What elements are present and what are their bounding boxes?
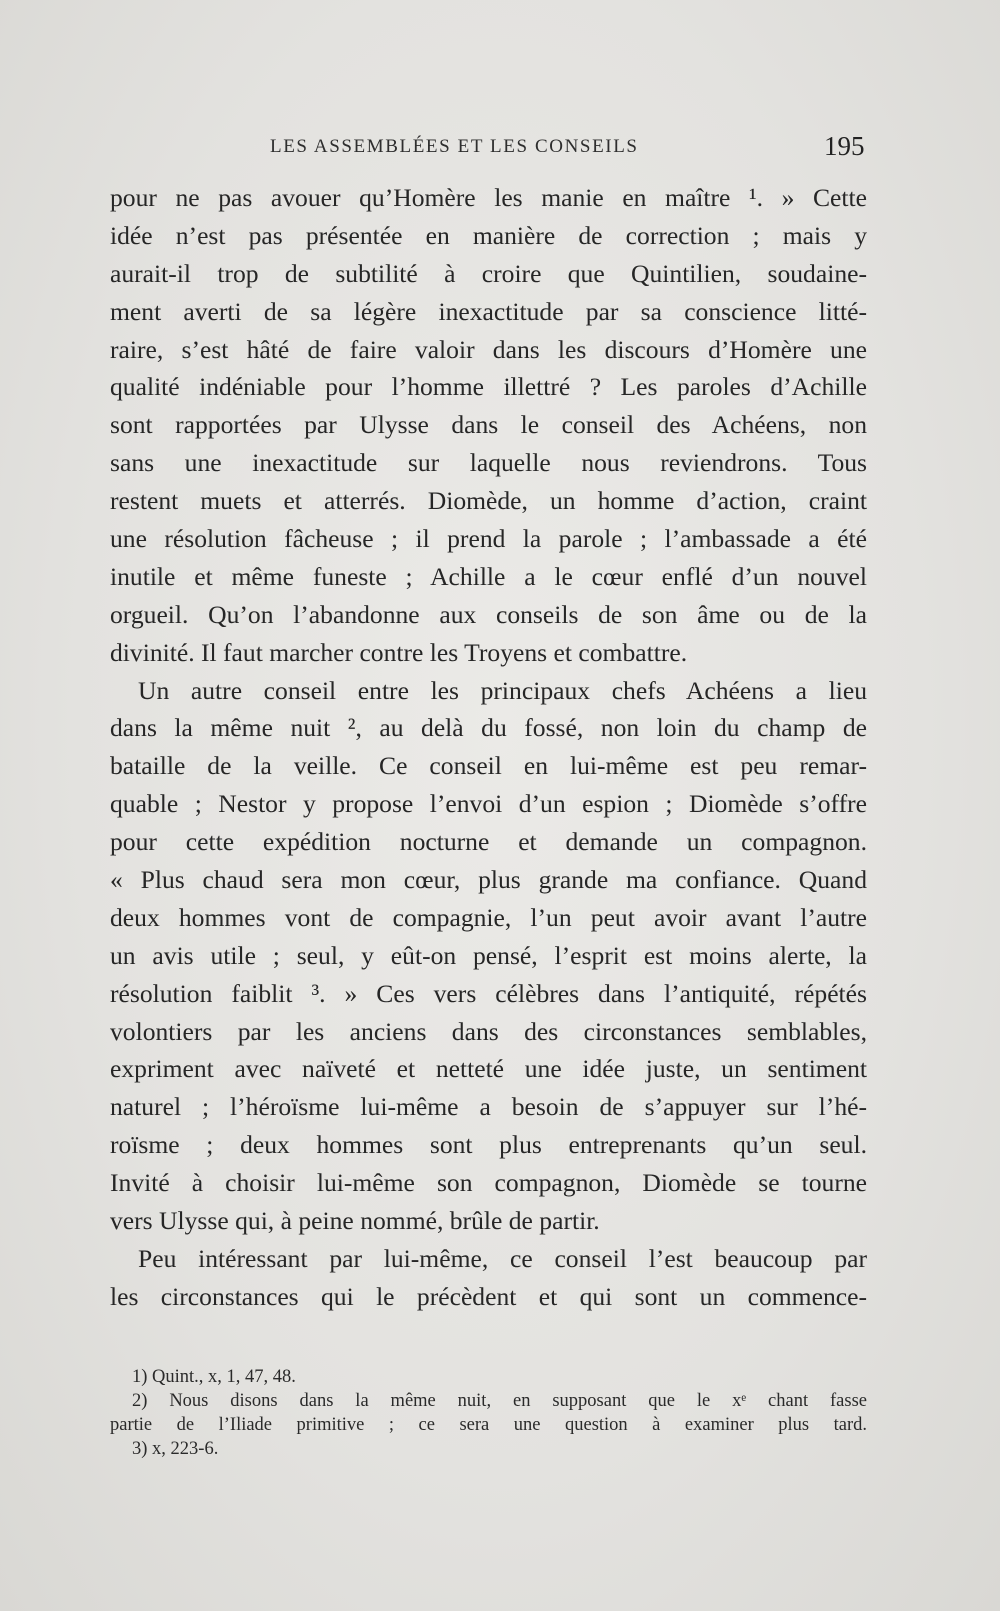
text-line: volontiers par les anciens dans des circonstances semblables, [110, 1016, 867, 1046]
running-title: LES ASSEMBLÉES ET LES CONSEILS [270, 136, 639, 157]
text-line: deux hommes vont de compagnie, l’un peut avoir avant l’autre [110, 902, 867, 932]
footnote-2: 2) Nous disons dans la même nuit, en supposant que le xᵉ chant fasse [132, 1391, 867, 1411]
text-line: orgueil. Qu’on l’abandonne aux conseils de son âme ou de la [110, 599, 867, 629]
text-line: idée n’est pas présentée en manière de correction ; mais y [110, 220, 867, 250]
text-line: ment averti de sa légère inexactitude par sa conscience litté- [110, 296, 867, 326]
text-line: sans une inexactitude sur laquelle nous reviendrons. Tous [110, 448, 867, 478]
text-line: dans la même nuit ², au delà du fossé, non loin du champ de [110, 713, 867, 743]
text-line: pour cette expédition nocturne et demande un compagnon. [110, 827, 867, 857]
text-line: un avis utile ; seul, y eût-on pensé, l’esprit est moins alerte, la [110, 940, 867, 970]
text-line: « Plus chaud sera mon cœur, plus grande ma confiance. Quand [110, 865, 867, 895]
text-line: Invité à choisir lui-même son compagnon, Diomède se tourne [110, 1168, 867, 1198]
footnote-1: 1) Quint., x, 1, 47, 48. [132, 1367, 296, 1387]
page-number: 195 [824, 131, 865, 161]
text-line: Un autre conseil entre les principaux chefs Achéens a lieu [138, 675, 867, 705]
text-line: raire, s’est hâté de faire valoir dans les discours d’Homère une [110, 334, 867, 364]
footnote-2-continued: partie de l’Iliade primitive ; ce sera une question à examiner plus tard. [110, 1415, 867, 1435]
footnotes [110, 1365, 867, 1461]
text-line: les circonstances qui le précèdent et qui sont un commence- [110, 1281, 867, 1311]
text-line: bataille de la veille. Ce conseil en lui-même est peu remar- [110, 751, 867, 781]
text-line: pour ne pas avouer qu’Homère les manie en maître ¹. » Cette [110, 183, 867, 212]
text-line: une résolution fâcheuse ; il prend la parole ; l’ambassade a été [110, 524, 867, 554]
text-line: restent muets et atterrés. Diomède, un homme d’action, craint [110, 486, 867, 516]
text-line: naturel ; l’héroïsme lui-même a besoin de s’appuyer sur l’hé- [110, 1092, 867, 1122]
text-line: résolution faiblit ³. » Ces vers célèbres dans l’antiquité, répétés [110, 978, 867, 1008]
text-line: sont rapportées par Ulysse dans le conseil des Achéens, non [110, 410, 867, 440]
text-line: inutile et même funeste ; Achille a le cœur enflé d’un nouvel [110, 561, 867, 591]
text-line: expriment avec naïveté et netteté une idée juste, un sentiment [110, 1054, 867, 1084]
text-line: divinité. Il faut marcher contre les Troyens et combattre. [110, 637, 688, 667]
text-line: vers Ulysse qui, à peine nommé, brûle de partir. [110, 1206, 600, 1236]
text-line: quable ; Nestor y propose l’envoi d’un espion ; Diomède s’offre [110, 789, 867, 819]
text-line: roïsme ; deux hommes sont plus entreprenants qu’un seul. [110, 1130, 867, 1160]
text-line: qualité indéniable pour l’homme illettré ? Les paroles d’Achille [110, 372, 867, 402]
text-line: Peu intéressant par lui-même, ce conseil l’est beaucoup par [138, 1243, 867, 1273]
text-line: aurait-il trop de subtilité à croire que Quintilien, soudaine- [110, 258, 867, 288]
body-text [110, 179, 867, 1316]
footnote-3: 3) x, 223-6. [132, 1439, 219, 1459]
